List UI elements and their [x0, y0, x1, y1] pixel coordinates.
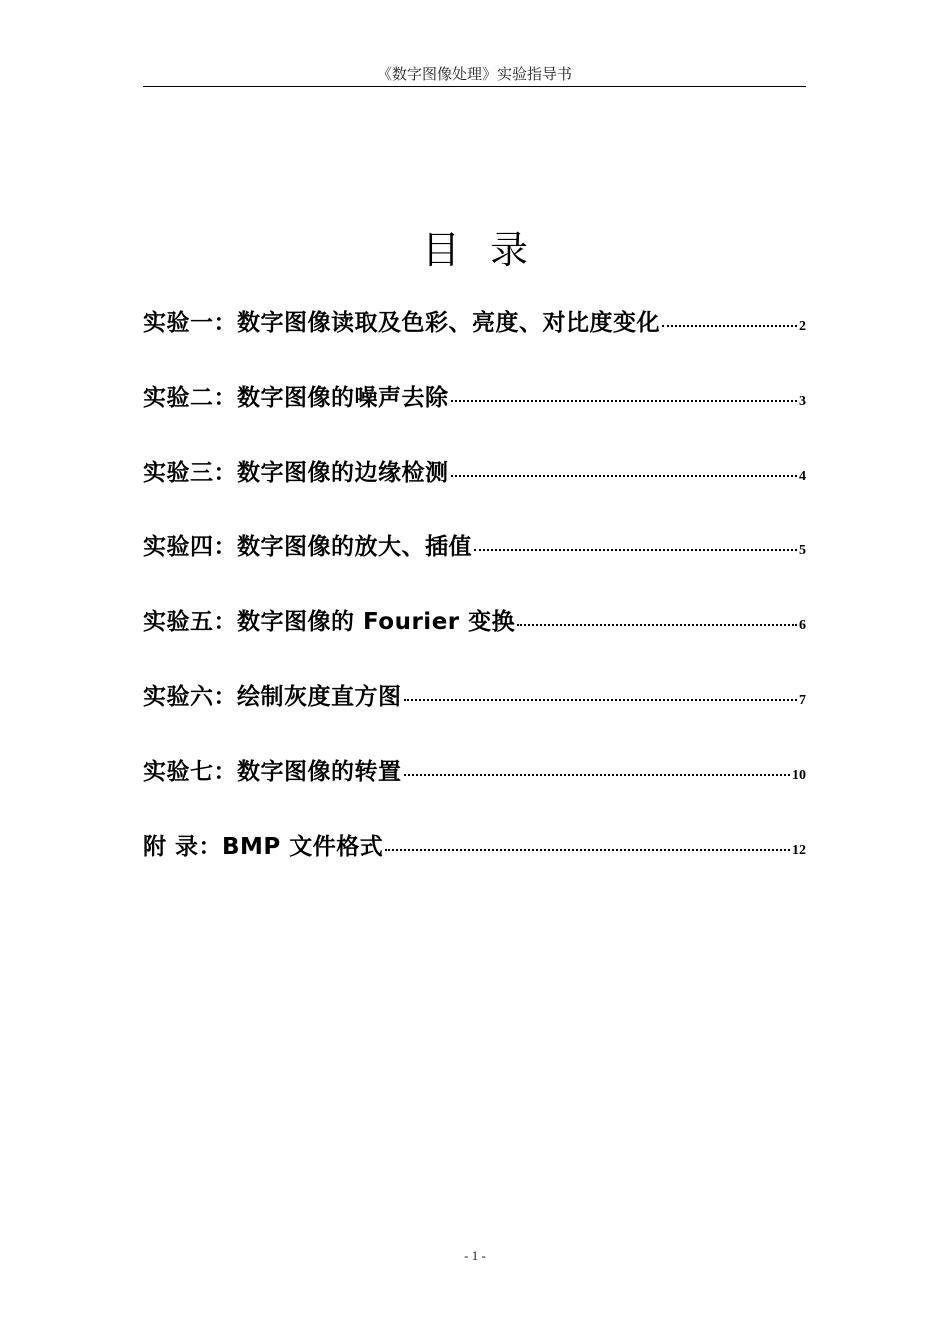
toc-entry-page: 5 — [799, 543, 806, 559]
header-rule — [143, 86, 806, 87]
toc-dot-leader — [662, 325, 797, 327]
toc-entry-3[interactable] — [143, 454, 806, 498]
toc-entry-label: 实验二：数字图像的噪声去除 — [143, 384, 449, 411]
toc-entry-label: 实验一：数字图像读取及色彩、亮度、对比度变化 — [143, 310, 660, 336]
toc-dot-leader — [517, 624, 797, 626]
toc-entry-page: 6 — [799, 618, 806, 634]
toc-entry-7[interactable] — [143, 753, 806, 797]
toc-title: 目录 — [421, 228, 558, 272]
toc-entry-label: 附 录：BMP 文件格式 — [143, 833, 384, 860]
toc-entry-label: 实验四：数字图像的放大、插值 — [143, 534, 472, 561]
toc-entry-page: 10 — [792, 767, 806, 783]
toc-entry-4[interactable] — [143, 528, 806, 572]
toc-dot-leader — [385, 849, 790, 851]
toc-entry-page: 12 — [792, 842, 806, 858]
toc-dot-leader — [404, 774, 791, 776]
toc-list — [143, 304, 806, 902]
toc-entry-page: 4 — [799, 468, 806, 484]
page-header: 《数字图像处理》实验指导书 — [376, 65, 572, 83]
toc-entry-6[interactable] — [143, 678, 806, 722]
toc-entry-page: 3 — [799, 393, 806, 409]
toc-entry-page: 7 — [799, 692, 806, 708]
toc-entry-label: 实验七：数字图像的转置 — [143, 758, 402, 785]
toc-entry-2[interactable] — [143, 379, 806, 423]
toc-entry-8[interactable] — [143, 828, 806, 872]
toc-entry-label: 实验六：绘制灰度直方图 — [143, 683, 402, 710]
toc-entry-page: 2 — [799, 319, 806, 334]
page-number: - 1 - — [464, 1248, 486, 1263]
toc-entry-label: 实验五：数字图像的 Fourier 变换 — [143, 609, 516, 636]
toc-dot-leader — [404, 699, 798, 701]
toc-dot-leader — [451, 475, 798, 477]
toc-dot-leader — [451, 400, 798, 402]
toc-entry-1[interactable] — [143, 304, 806, 348]
toc-entry-label: 实验三：数字图像的边缘检测 — [143, 459, 449, 486]
toc-entry-5[interactable] — [143, 603, 806, 647]
toc-dot-leader — [474, 549, 797, 551]
